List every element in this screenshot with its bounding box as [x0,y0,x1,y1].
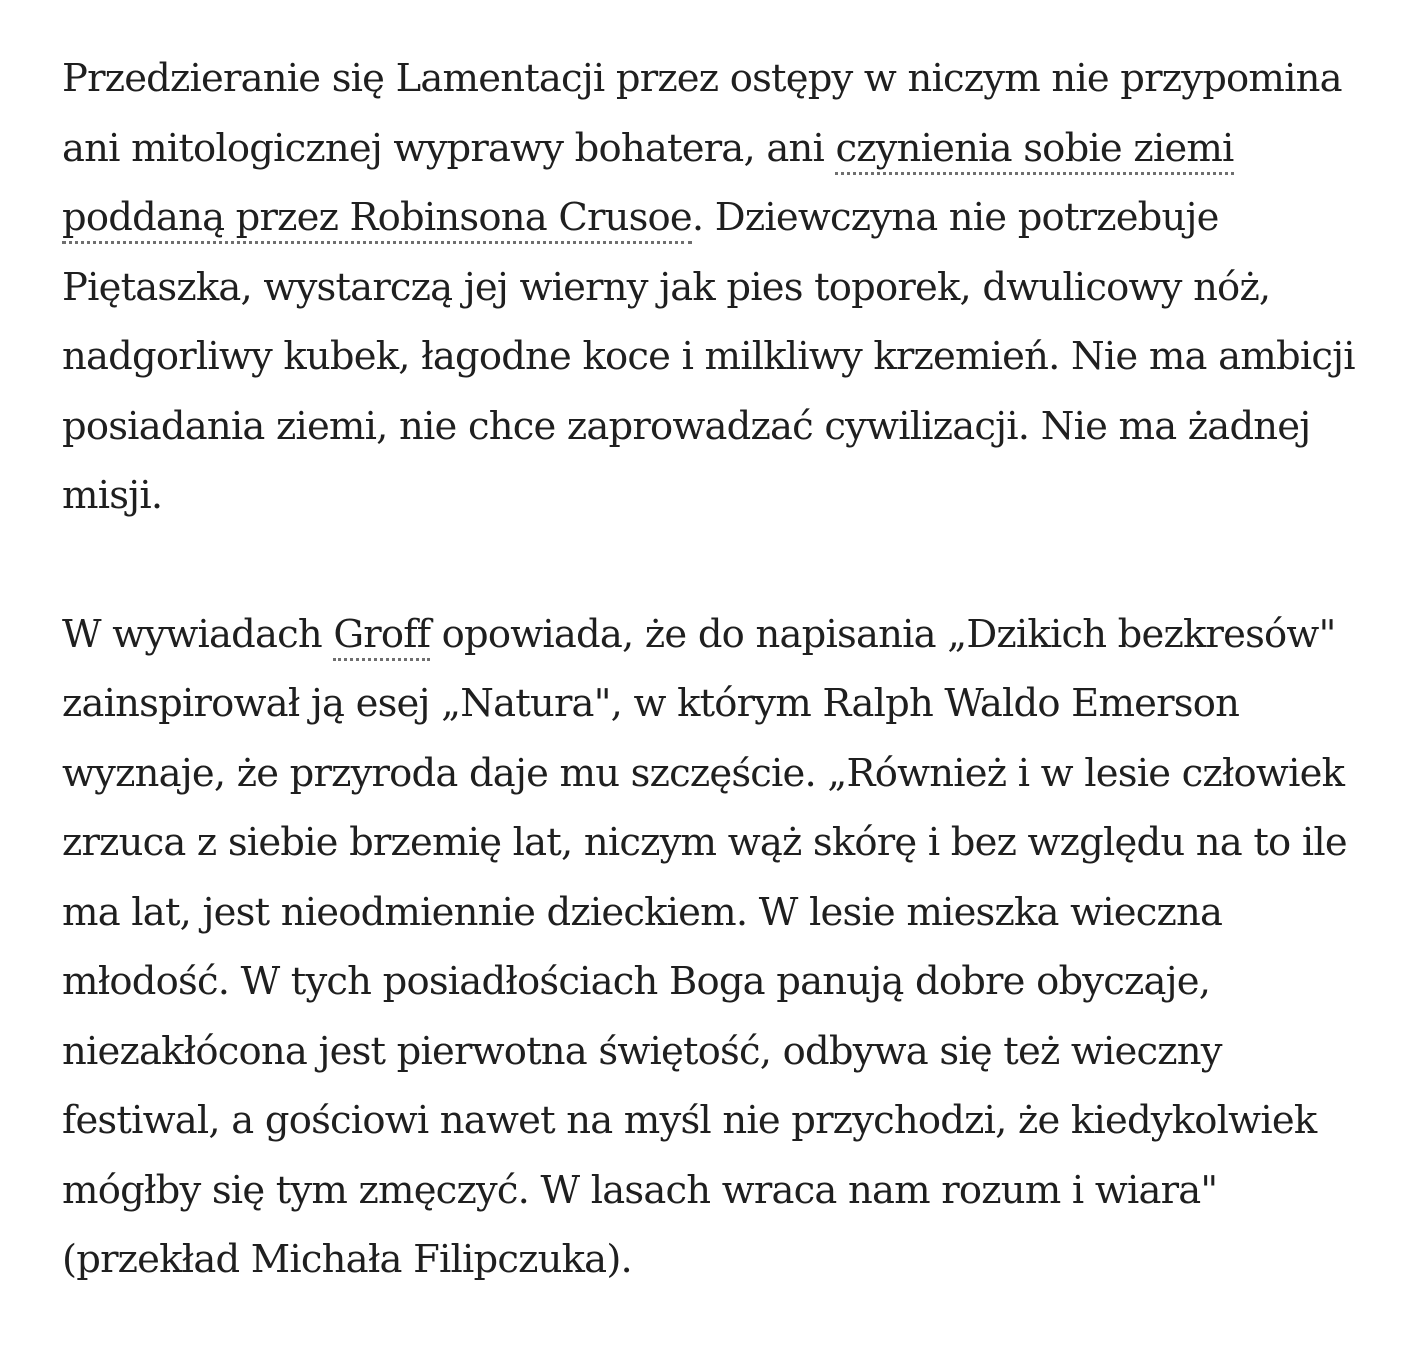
robinson-crusoe-link-part-2[interactable]: poddaną przez Robinsona Crusoe [62,195,692,244]
paragraph-1-line-7: misji. [62,473,163,518]
paragraph-2-line-5: ma lat, jest nieodmiennie dzieckiem. W lesie mieszka wieczna [62,889,1223,935]
paragraph-1-line-3 [62,183,1362,253]
paragraph-2-line-7: niezakłócona jest pierwotna świętość, odbywa się też wieczny [62,1028,1222,1074]
groff-link[interactable]: Groff [333,612,430,661]
paragraph-1 [62,44,1362,531]
paragraph-1-line-1: Przedzieranie się Lamentacji przez ostępy w niczym nie przypomina [62,56,1342,101]
paragraph-2 [62,600,1362,1295]
paragraph-2-line-8: festiwal, a gościowi nawet na myśl nie przychodzi, że kiedykolwiek [62,1098,1317,1143]
paragraph-2-line-6: młodość. W tych posiadłościach Boga panują dobre obyczaje, [62,959,1211,1004]
paragraph-2-line-1-pre: W wywiadach [62,611,334,657]
paragraph-1-line-4: Piętaszka, wystarczą jej wierny jak pies toporek, dwulicowy nóż, [62,264,1271,310]
robinson-crusoe-link-part-1[interactable]: czynienia sobie ziemi [835,126,1233,175]
paragraph-2-line-3: wyznaje, że przyroda daje mu szczęście. „Również i w lesie człowiek [62,750,1345,796]
paragraph-2-line-2: zainspirował ją esej „Natura", w którym Ralph Waldo Emerson [62,681,1240,726]
paragraph-2-line-4: zrzuca z siebie brzemię lat, niczym wąż skórę i bez względu na to ile [62,820,1347,865]
paragraph-2-line-10: (przekład Michała Filipczuka). [62,1237,632,1282]
paragraph-1-line-2-text: ani mitologicznej wyprawy bohatera, ani [62,125,836,171]
paragraph-1-line-5: nadgorliwy kubek, łagodne koce i milkliwy krzemień. Nie ma ambicji [62,334,1355,379]
article-body [62,44,1362,1364]
paragraph-1-line-3-text: . Dziewczyna nie potrzebuje [691,195,1219,240]
paragraph-1-line-2 [62,114,1362,184]
paragraph-1-line-6: posiadania ziemi, nie chce zaprowadzać cywilizacji. Nie ma żadnej [62,403,1311,449]
paragraph-2-line-9: mógłby się tym zmęczyć. W lasach wraca nam rozum i wiara" [62,1167,1218,1213]
paragraph-2-line-1 [62,600,1362,670]
paragraph-2-line-1-post: opowiada, że do napisania „Dzikich bezkresów" [430,611,1336,657]
